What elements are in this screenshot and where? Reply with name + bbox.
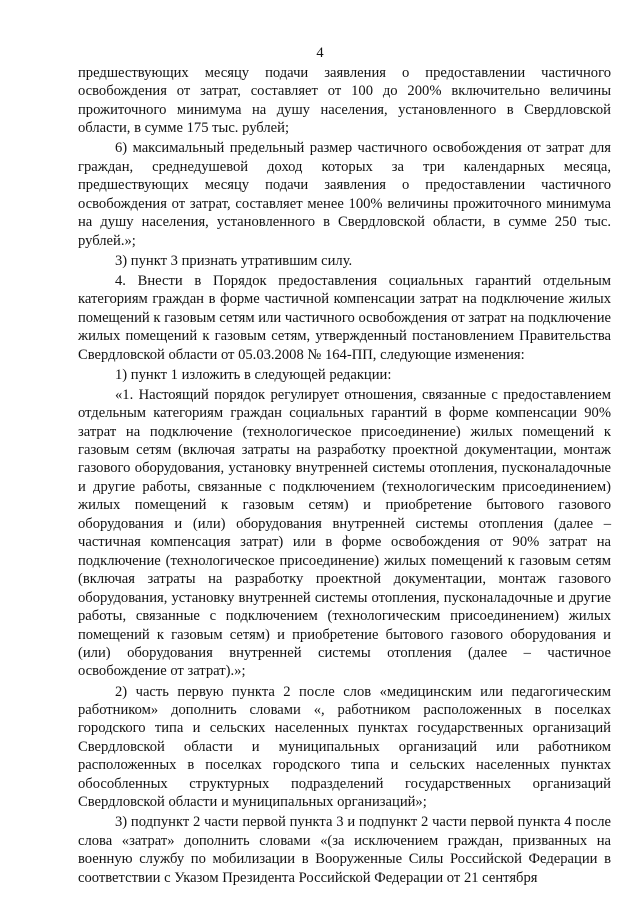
page-number: 4 [316, 45, 324, 61]
paragraph: 2) часть первую пункта 2 после слов «медицинским или педагогическим работником» дополнить словами «, работником расположенных в поселках городского типа и сельских населенных пунктах государственных организаций Свердловской области и муниципальных организаций или работником расположенных в поселках городского типа и сельских населенных пунктах обособленных структурных подразделений государственных организаций Свердловской области и муниципальных организаций»; [78, 683, 611, 811]
paragraph: 1) пункт 1 изложить в следующей редакции: [115, 366, 392, 383]
paragraph: 3) пункт 3 признать утратившим силу. [115, 252, 353, 269]
document-body [78, 64, 611, 889]
paragraph: 6) максимальный предельный размер частичного освобождения от затрат для граждан, среднедушевой доход которых за три календарных месяца, предшествующих месяцу подачи заявления о предоставлении частичного освобождения от затрат, составляет менее 100% величины прожиточного минимума на душу населения, установленного в Свердловской области, в сумме 250 тыс. рублей.»; [78, 140, 611, 249]
paragraph: 4. Внести в Порядок предоставления социальных гарантий отдельным категориям граждан в форме частичной компенсации затрат на подключение жилых помещений к газовым сетям или частичного освобождения от затрат на подключение жилых помещений к газовым сетям, утвержденный постановлением Правительства Свердловской области от 05.03.2008 № 164-ПП, следующие изменения: [78, 272, 611, 363]
paragraph: предшествующих месяцу подачи заявления о предоставлении частичного освобождения от затрат, составляет от 100 до 200% включительно величины прожиточного минимума на душу населения, установленного в Свердловской области, в сумме 175 тыс. рублей; [78, 65, 611, 137]
paragraph: 3) подпункт 2 части первой пункта 3 и подпункт 2 части первой пункта 4 после слова «затрат» дополнить словами «(за исключением граждан, призванных на военную службу по мобилизации в Вооруженные Силы Российской Федерации в соответствии с Указом Президента Российской Федерации от 21 сентября [78, 814, 611, 886]
paragraph: «1. Настоящий порядок регулирует отношения, связанные с предоставлением отдельным категориям граждан социальных гарантий в форме компенсации 90% затрат на подключение (технологическое присоединение) жилых помещений к газовым сетям (включая затраты на разработку проектной документации, монтаж газового оборудования, установку внутренней системы отопления, пусконаладочные и другие работы, связанные с подключением (технологическим присоединением) жилых помещений к газовым сетям) и приобретение бытового газового оборудования и (или) оборудования внутренней системы отопления (далее – частичная компенсация затрат) или в форме освобождения от 90% затрат на подключение (технологическое присоединение) жилых помещений к газовым сетям (включая затраты на разработку проектной документации, монтаж газового оборудования, установку внутренней системы отопления, пусконаладочные и другие работы, связанные с подключением (технологическим присоединением) жилых помещений к газовым сетям) и приобретение бытового газового оборудования и (или) оборудования внутренней системы отопления (далее – частичное освобождение от затрат).»; [78, 386, 611, 680]
